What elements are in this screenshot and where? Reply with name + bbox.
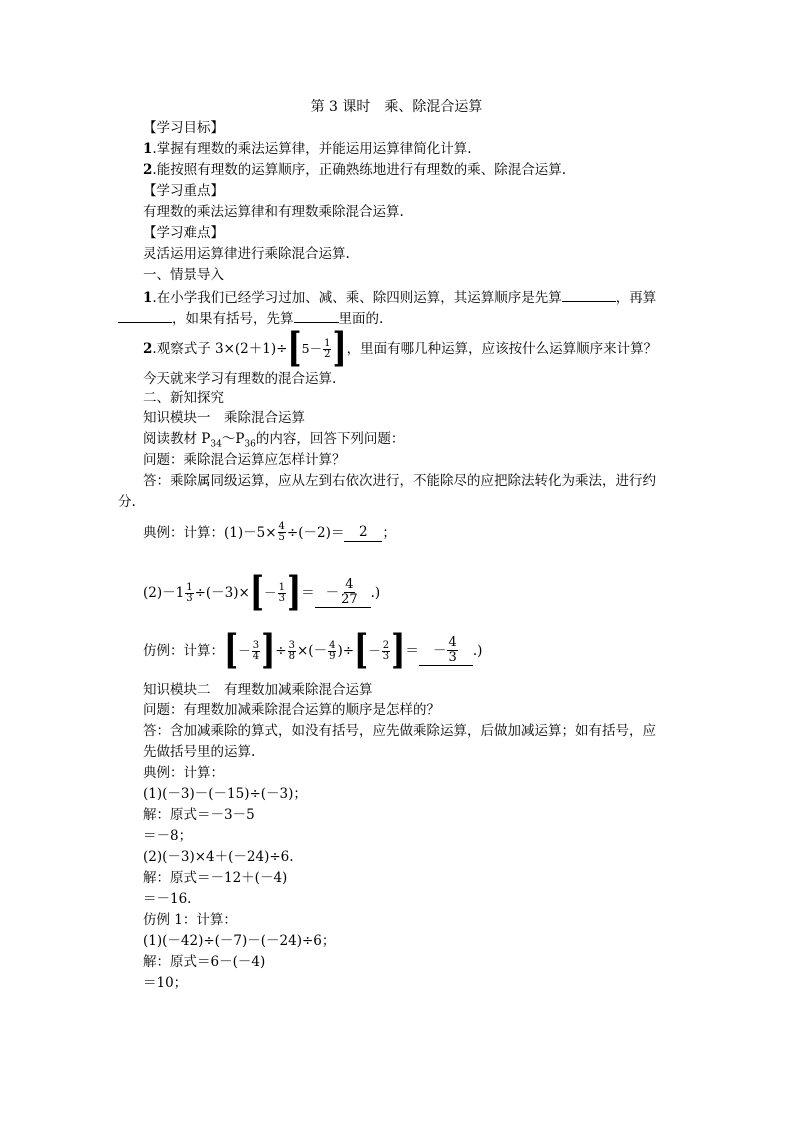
ex2-text-b: ÷(－3)× <box>194 585 250 601</box>
goal-2-text: .能按照有理数的运算顺序，正确熟练地进行有理数的乘、除混合运算. <box>152 162 566 178</box>
example-item-2-step-2: ＝－16. <box>143 891 192 907</box>
difficulty-heading: 【学习难点】 <box>143 225 224 241</box>
p1-text-b: ×(－ <box>296 643 328 659</box>
right-bracket: ] <box>391 626 406 674</box>
read-mid: ～P <box>221 431 245 447</box>
fraction-denominator: 2 <box>324 348 331 360</box>
ex1-text-b: ÷(－2)＝ <box>286 524 345 541</box>
fraction-numerator: 1 <box>278 581 285 593</box>
module-1-answer-line-1: 答：乘除属同级运算，应从左到右依次进行，不能除尽的应把除法转化为乘法，进行约 <box>143 473 656 489</box>
intro-q2-inner: 5－ <box>301 341 323 356</box>
practice-item-1: (1)(－42)÷(－7)－(－24)÷6； <box>143 933 336 949</box>
intro-q2-number: 2 <box>143 341 153 357</box>
fraction <box>185 583 193 604</box>
left-bracket: [ <box>224 626 239 674</box>
fraction-denominator: 3 <box>186 592 193 604</box>
fraction <box>288 641 296 662</box>
intro-q1-text-c: ，如果有括号，先算 <box>172 311 294 327</box>
fraction-numerator: 2 <box>382 639 390 651</box>
page-title: 第 3 课时 乘、除混合运算 <box>310 99 483 115</box>
explore-heading: 二、新知探究 <box>143 390 224 406</box>
ex2-end: .) <box>370 585 381 601</box>
fraction-denominator: 27 <box>341 592 358 607</box>
fraction-denominator: 9 <box>329 650 336 662</box>
right-bracket: ] <box>261 626 276 674</box>
intro-q1-text-a: .在小学我们已经学习过加、减、乘、除四则运算，其运算顺序是先算 <box>152 290 562 306</box>
fraction-denominator: 4 <box>252 650 260 662</box>
intro-question-1-line-1 <box>143 287 656 307</box>
example-item-1: (1)(－3)－(－15)÷(－3)； <box>143 786 307 802</box>
sign: － <box>264 585 277 600</box>
intro-q1-number: 1 <box>143 290 153 306</box>
sign: － <box>238 643 251 658</box>
fraction <box>323 339 331 360</box>
focus-heading: 【学习重点】 <box>143 183 224 199</box>
difficulty-text: 灵活运用运算律进行乘除混合运算. <box>143 246 350 262</box>
ex1-text-a: 典例：计算：(1)－5× <box>143 524 277 541</box>
blank-line <box>118 308 172 323</box>
intro-q2-text-b: ，里面有哪几种运算，应该按什么运算顺序来计算？ <box>346 341 658 357</box>
example-heading: 典例：计算： <box>143 765 224 781</box>
module-1-answer-line-2: 分. <box>118 494 136 510</box>
example-item-2: (2)(－3)×4＋(－24)÷6. <box>143 849 294 865</box>
practice-heading: 仿例 1：计算： <box>143 912 237 928</box>
goal-1-text: .掌握有理数的乘法运算律，并能运用运算律简化计算. <box>152 141 472 157</box>
page-sub-2: 36 <box>244 439 256 450</box>
focus-text: 有理数的乘法运算律和有理数乘除混合运算. <box>143 204 404 220</box>
sign: － <box>432 642 447 659</box>
sign: － <box>368 643 381 658</box>
left-bracket: [ <box>249 568 265 616</box>
read-text: 阅读教材 P <box>143 431 211 447</box>
goal-item-1 <box>143 140 472 158</box>
intro-q1-text-d: 里面的. <box>338 311 384 327</box>
goal-item-2 <box>143 161 566 179</box>
ex1-end: ； <box>382 524 396 541</box>
fraction <box>447 636 457 665</box>
practice-item-1-step-1: 解：原式＝6－(－4) <box>143 954 266 970</box>
example-item-1-step-2: ＝－8； <box>143 828 193 844</box>
intro-q2-text-a: .观察式子 3×(2＋1)÷ <box>152 341 288 357</box>
intro-heading: 一、情景导入 <box>143 267 224 283</box>
practice-1 <box>143 626 483 674</box>
intro-q1-text-b: ，再算 <box>615 290 657 306</box>
p1-end: .) <box>472 643 483 659</box>
goal-1-number: 1 <box>143 141 153 157</box>
example-item-2-step-1: 解：原式＝－12＋(－4) <box>143 870 288 886</box>
module-2-answer-line-2: 先做括号里的运算. <box>143 744 256 760</box>
fraction-numerator: 4 <box>329 639 336 651</box>
blank-line <box>562 287 616 302</box>
fraction <box>278 522 286 543</box>
equals: ＝ <box>405 643 419 659</box>
fraction <box>340 578 359 607</box>
bracket-expression <box>354 626 406 674</box>
blank-line <box>294 308 339 323</box>
module-2-title: 知识模块二 有理数加减乘除混合运算 <box>143 682 373 698</box>
page-sub-1: 34 <box>210 439 222 450</box>
intro-today: 今天就来学习有理数的混合运算. <box>143 371 337 387</box>
fraction-denominator: 3 <box>382 650 390 662</box>
fraction-numerator: 1 <box>324 337 331 349</box>
fraction-numerator: 3 <box>288 639 295 651</box>
fraction-denominator: 5 <box>278 532 285 543</box>
module-2-question: 问题：有理数加减乘除混合运算的顺序是怎样的？ <box>143 702 440 718</box>
fraction <box>382 641 390 662</box>
bracket-expression <box>287 324 347 372</box>
right-bracket: ] <box>332 324 347 372</box>
module-2-answer-line-1: 答：含加减乘除的算式，如没有括号，应先做乘除运算，后做加减运算；如有括号，应 <box>143 723 656 739</box>
fraction-numerator: 1 <box>186 581 193 593</box>
equals: ＝ <box>301 585 315 601</box>
practice-item-1-step-2: ＝10； <box>143 975 188 991</box>
p1-answer <box>419 636 473 666</box>
fraction-numerator: 3 <box>252 639 260 651</box>
ex2-answer <box>315 578 371 608</box>
fraction-denominator: 3 <box>448 650 457 665</box>
fraction-numerator: 4 <box>345 577 354 592</box>
right-bracket: ] <box>286 568 302 616</box>
fraction <box>278 583 286 604</box>
example-item-1-step-1: 解：原式＝－3－5 <box>143 807 255 823</box>
divide: ÷ <box>275 643 287 659</box>
intro-question-2 <box>143 324 658 372</box>
p1-text-c: )÷ <box>337 643 355 659</box>
left-bracket: [ <box>354 626 369 674</box>
example-2 <box>143 568 381 616</box>
read-end: 的内容，回答下列问题： <box>255 431 405 447</box>
fraction-denominator: 8 <box>288 650 295 662</box>
fraction-numerator: 4 <box>278 521 285 532</box>
ex2-text-a: (2)－1 <box>143 585 185 601</box>
goals-heading: 【学习目标】 <box>143 120 224 136</box>
example-1 <box>143 522 396 543</box>
fraction <box>252 641 260 662</box>
fraction <box>328 641 336 662</box>
p1-text-a: 仿例：计算： <box>143 643 224 659</box>
bracket-expression <box>249 568 302 616</box>
goal-2-number: 2 <box>143 162 153 178</box>
module-1-title: 知识模块一 乘除混合运算 <box>143 410 305 426</box>
module-1-question: 问题：乘除混合运算应怎样计算？ <box>143 452 346 468</box>
left-bracket: [ <box>287 324 302 372</box>
fraction-denominator: 3 <box>278 592 285 604</box>
sign: － <box>325 584 340 601</box>
fraction-numerator: 4 <box>448 635 457 650</box>
ex1-answer: 2 <box>344 523 382 542</box>
bracket-expression <box>224 626 276 674</box>
